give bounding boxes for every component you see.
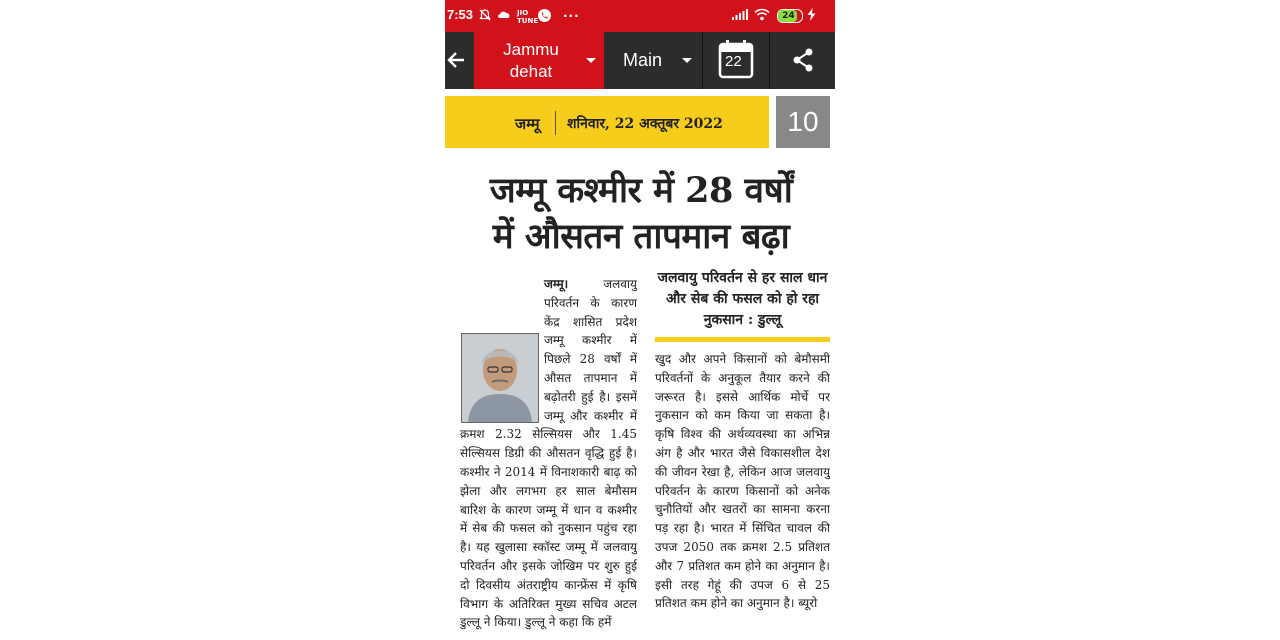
article-subhead: जलवायु परिवर्तन से हर साल धान और सेब की फसल को हो रहा नुकसान : डुल्लू [657,270,828,328]
signal-icon [731,8,748,25]
edition-selector[interactable] [605,32,703,89]
calendar-day: 22 [725,53,742,70]
back-arrow-icon [446,50,466,74]
official-photo [461,333,539,423]
page-number: 10 [776,96,830,148]
city-selector[interactable] [474,32,604,89]
headline-line2: में औसतन तापमान बढ़ा [492,216,790,257]
wifi-icon [754,8,770,25]
article-right-column [655,350,830,632]
jio-icon: JIO TUNE [517,9,539,25]
banner-date: शनिवार, 22 अक्तूबर 2022 [567,116,723,132]
toolbar [445,32,835,89]
article-text-right: खुद और अपने किसानों को बेमौसमी परिवर्तनों के अनुकूल तैयार करने की जरूरत है। इससे आर्थिक मोर्चे पर नुकसान को कम किया जा सकता है। कृषि विश्व की अर्थव्यवस्था का अभिन्न अंग है और भारत जैसे विकासशील देश की जीवन रेखा है, लेकिन आज जलवायु परिवर्तन के कारण किसानों को अनेक चुनौतियों और खतरों का सामना करना पड़ रहा है। भारत में सिंचित चावल की उपज 2050 तक क्रमश 2.5 प्रतिशत और 7 प्रतिशत कम होने का अनुमान है। इसी तरह गेहूं की उपज 6 से 25 प्रतिशत कम होने का अनुमान है। ब्यूरो [655,352,830,611]
share-button[interactable] [770,32,835,89]
more-icon: ··· [563,9,580,23]
city-line2: dehat [509,62,553,81]
cloud-icon [496,8,512,24]
battery-icon [777,9,803,23]
headline-line1: जम्मू कश्मीर में 28 वर्षों [489,170,793,211]
back-button[interactable] [445,32,473,89]
article-text-left: जलवायु परिवर्तन के कारण केंद्र शासित प्रदेश जम्मू कश्मीर में पिछले 28 वर्षों में औसत तापमान में बढ़ोतरी हुई है। इसमें जम्मू और कश्मीर में क्रमश 2.32 सेल्सियस और 1.45 सेल्सियस डिग्री की औसतन वृद्धि हुई है। कश्मीर ने 2014 में विनाशकारी बाढ़ को झेला और लगभग हर साल बेमौसम बारिश के कारण जम्मू में धान व कश्मीर में सेब की फसल को नुकसान पहुंच रहा है। यह खुलासा स्कॉस्ट जम्मू में जलवायु परिवर्तन और इसके जोखिम पर शुरु हुई दो दिवसीय अंतराष्ट्रीय कान्फ्रेंस में कृषि विभाग के अतिरिक्त मुख्य सचिव अटल डुल्लू ने किया। डुल्लू ने कहा कि हमें [460,277,637,630]
status-bar [445,0,835,32]
bell-off-icon [478,8,492,26]
article-dateline: जम्मू। [544,277,569,291]
article-headline [451,168,831,260]
article-left-column [460,275,637,635]
banner-divider [555,111,556,135]
page-banner [445,96,769,148]
city-line1: Jammu [503,40,559,59]
chevron-down-icon [682,58,692,63]
whatsapp-icon [537,8,552,27]
battery-level: 24 [778,10,797,22]
article-body-left [460,275,637,632]
chevron-down-icon [586,58,596,63]
subhead-rule [655,337,830,342]
edition-label: Main [623,50,663,70]
city-label [482,39,580,83]
banner-city: जम्मू [515,115,540,133]
status-time: 7:53 [447,7,474,22]
phone-screen [445,0,835,640]
calendar-button[interactable] [703,32,770,89]
share-icon [792,48,814,76]
charging-icon [807,8,816,25]
